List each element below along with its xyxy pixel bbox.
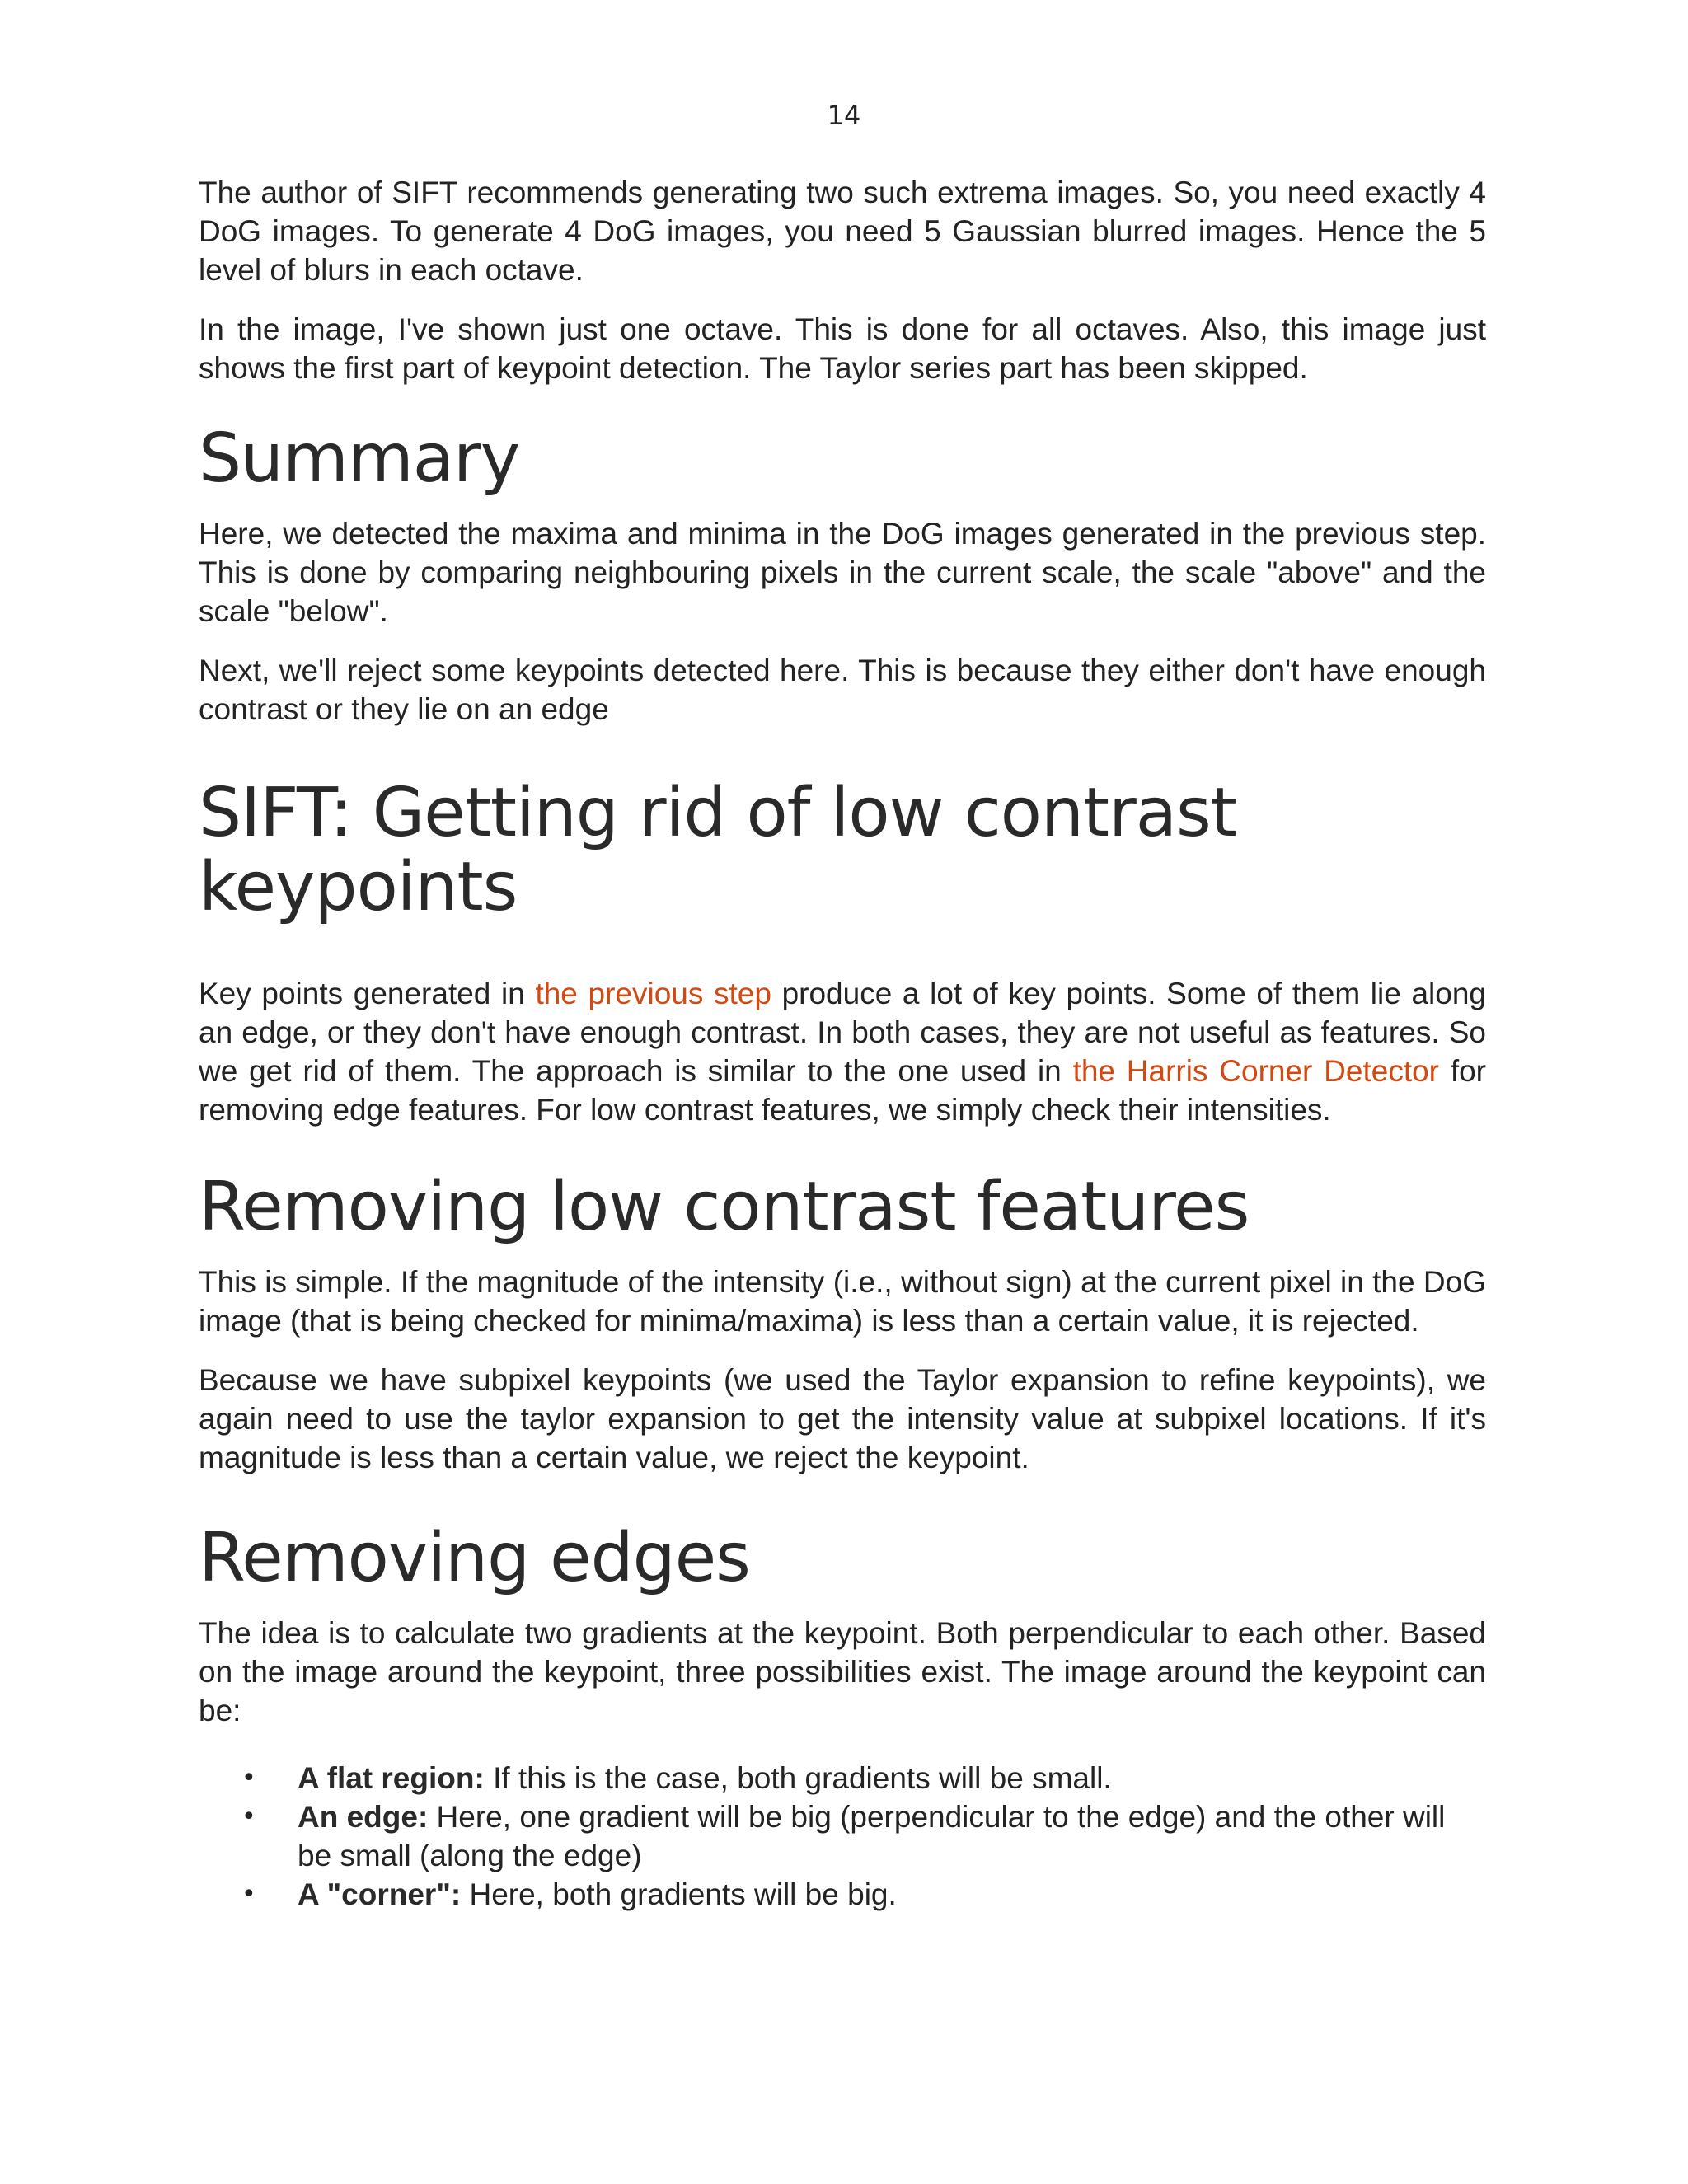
page-number: 14 — [827, 100, 861, 131]
list-item-term: An edge: — [298, 1800, 429, 1835]
sift-section — [199, 776, 1486, 925]
sift-text-3: for removing edge features. For low contrast features, we simply check their intensities. — [199, 1054, 1486, 1127]
list-item-text: If this is the case, both gradients will be small. — [484, 1761, 1112, 1796]
summary-section — [199, 419, 1486, 729]
intro-section — [199, 173, 1486, 387]
list-item-term: A "corner": — [298, 1877, 462, 1912]
edges-section — [199, 1521, 1486, 1914]
edges-heading: Removing edges — [199, 1519, 750, 1597]
edges-paragraph-1: The idea is to calculate two gradients at the keypoint. Both perpendicular to each other. Based on the image around the keypoint, three possibilities exist. The image around the keypoint can be: — [199, 1616, 1486, 1728]
bullet-icon: • — [241, 1880, 256, 1910]
sift-text-2: produce a lot of key points. Some of them lie along an edge, or they don't have enough contrast. In both cases, they are not useful as features. So we get rid of them. The approach is similar to the one used in — [199, 977, 1486, 1088]
summary-paragraph-2: Next, we'll reject some keypoints detected here. This is because they either don't have enough contrast or they lie on an edge — [199, 654, 1486, 727]
intro-paragraph-1: The author of SIFT recommends generating two such extrema images. So, you need exactly 4 DoG images. To generate 4 DoG images, you need 5 Gaussian blurred images. Hence the 5 level of blurs in each octave. — [199, 176, 1486, 287]
sift-heading: SIFT: Getting rid of low contrast keypoints — [199, 774, 1236, 927]
bullet-icon: • — [241, 1802, 256, 1832]
sift-text-1: Key points generated in — [199, 977, 536, 1010]
summary-paragraph-1: Here, we detected the maxima and minima in the DoG images generated in the previous step. This is done by comparing neighbouring pixels in the current scale, the scale "above" and the scale "below". — [199, 517, 1486, 629]
summary-heading: Summary — [199, 419, 520, 498]
previous-step-link[interactable]: the previous step — [535, 977, 771, 1010]
list-item-text: Here, both gradients will be big. — [461, 1877, 897, 1912]
harris-corner-detector-link[interactable]: the Harris Corner Detector — [1072, 1054, 1440, 1088]
intro-paragraph-2: In the image, I've shown just one octave. This is done for all octaves. Also, this image just shows the first part of keypoint detection. The Taylor series part has been skipped. — [199, 312, 1486, 385]
low-contrast-paragraph-1: This is simple. If the magnitude of the intensity (i.e., without sign) at the current pixel in the DoG image (that is being checked for minima/maxima) is less than a certain value, it is rejected. — [199, 1265, 1486, 1338]
list-item-text: Here, one gradient will be big (perpendicular to the edge) and the other will be small (along the edge) — [298, 1800, 1446, 1873]
sift-paragraph — [199, 974, 1486, 1129]
edges-list — [199, 1759, 1486, 1914]
list-item — [199, 1759, 1486, 1797]
sift-paragraph-block — [199, 974, 1486, 1129]
low-contrast-heading: Removing low contrast features — [199, 1168, 1250, 1246]
list-item-term: A flat region: — [298, 1761, 485, 1796]
list-item — [199, 1797, 1486, 1875]
low-contrast-section — [199, 1170, 1486, 1477]
low-contrast-paragraph-2: Because we have subpixel keypoints (we used the Taylor expansion to refine keypoints), we again need to use the taylor expansion to get the intensity value at subpixel locations. If it's magnitude is less than a certain value, we reject the keypoint. — [199, 1363, 1486, 1475]
list-item — [199, 1875, 1486, 1914]
bullet-icon: • — [241, 1764, 256, 1793]
